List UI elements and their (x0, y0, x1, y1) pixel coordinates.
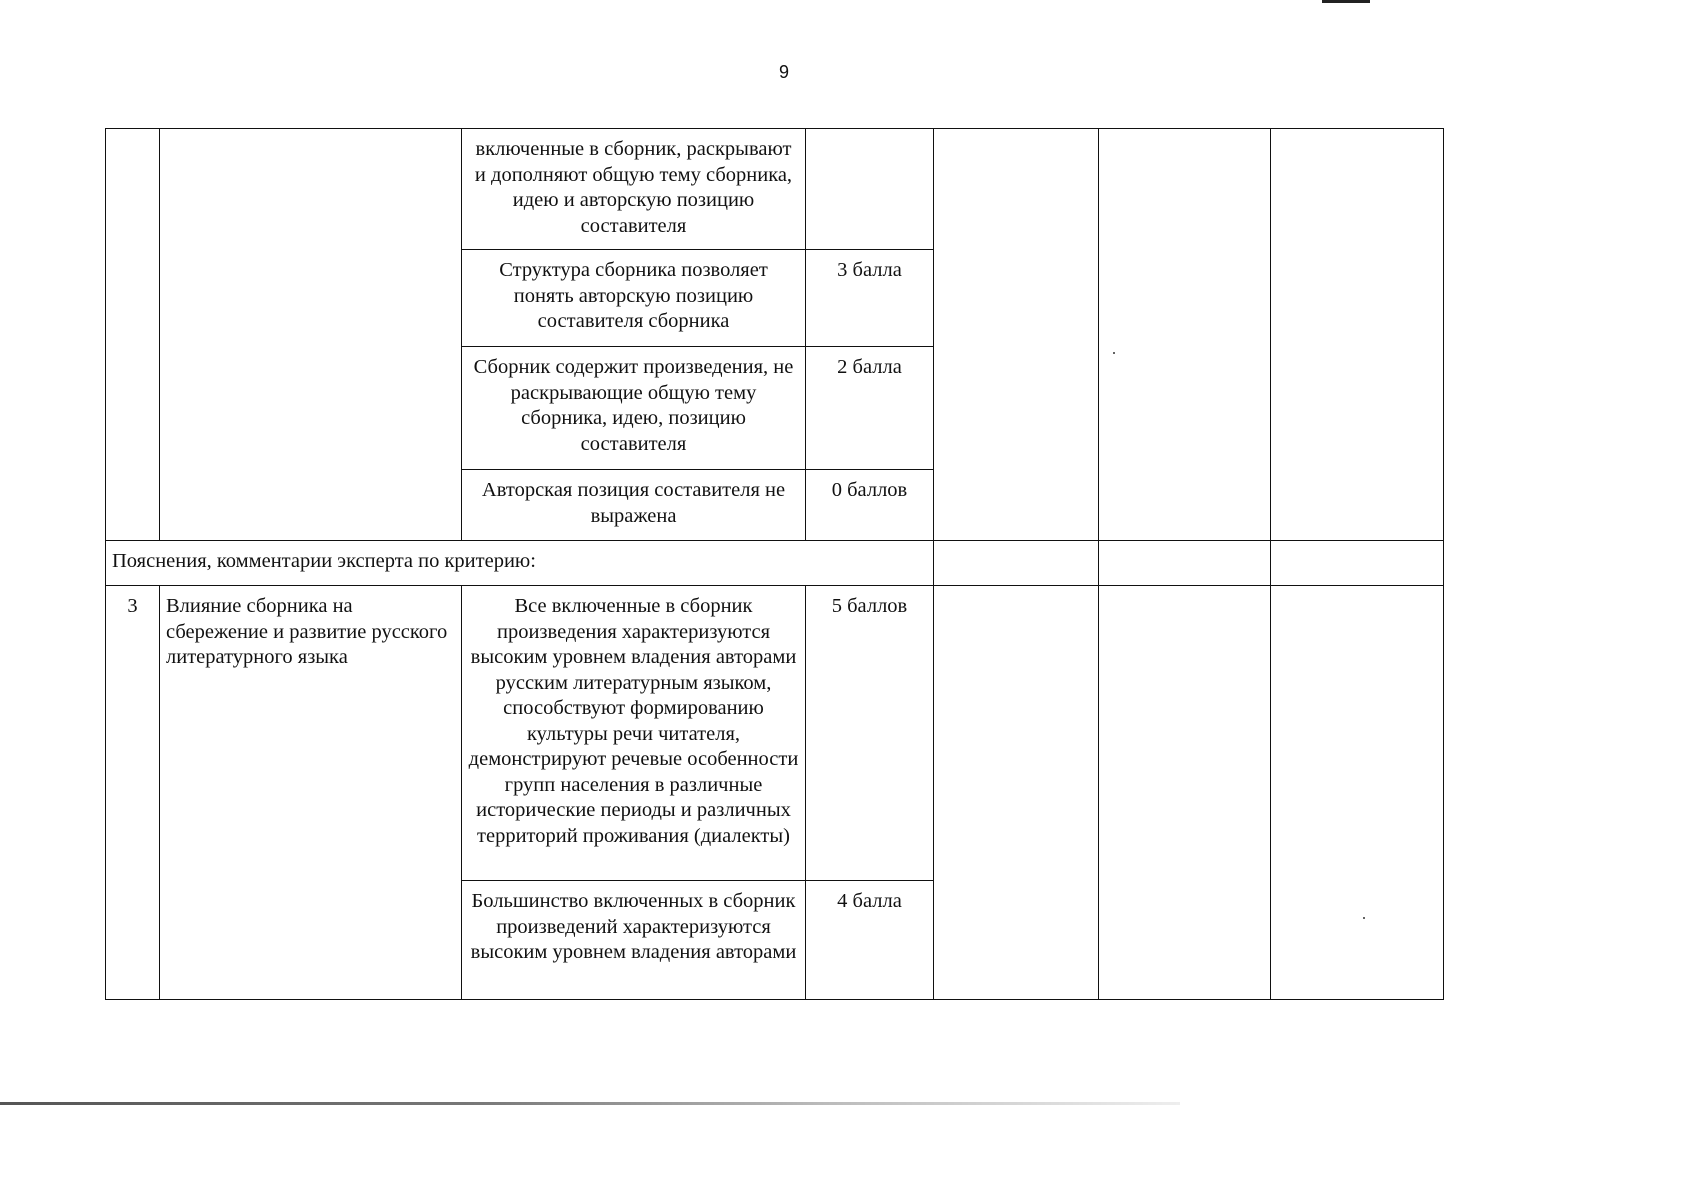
expert-score-cell-2 (1099, 129, 1271, 541)
level-score-cell: 5 баллов (806, 586, 934, 881)
criterion-number-cell: 3 (106, 586, 160, 1000)
criteria-table (105, 128, 1444, 1000)
level-score-cell: 0 баллов (806, 470, 934, 541)
comment-cell-2 (1099, 541, 1271, 586)
level-score-cell: 3 балла (806, 250, 934, 347)
scan-speck (1113, 352, 1115, 354)
page-number: 9 (778, 62, 789, 82)
comment-cell-1 (934, 541, 1099, 586)
criterion-number-cell (106, 129, 160, 541)
scan-artifact-bottom (0, 1102, 1180, 1105)
expert-score-cell-1 (934, 129, 1099, 541)
expert-score-cell-3 (1271, 586, 1444, 1000)
level-description-cell: Сборник содержит произведения, не раскрывающие общую тему сборника, идею, позицию составителя (462, 347, 806, 470)
level-description-cell: включенные в сборник, раскрывают и дополняют общую тему сборника, идею и авторскую позицию составителя (462, 129, 806, 250)
comment-row (106, 541, 1444, 586)
scan-speck (1363, 917, 1365, 919)
scan-artifact-top (1322, 0, 1370, 3)
level-description-cell: Все включенные в сборник произведения характеризуются высоким уровнем владения авторами русским литературным языком, способствуют формированию культуры речи читателя, демонстрируют речевые особенности групп населения в различные исторические периоды и различных территорий проживания (диалекты) (462, 586, 806, 881)
level-score-cell (806, 129, 934, 250)
level-score-cell: 2 балла (806, 347, 934, 470)
expert-score-cell-3 (1271, 129, 1444, 541)
level-score-cell: 4 балла (806, 881, 934, 1000)
table-row (106, 586, 1444, 881)
table-row (106, 129, 1444, 250)
level-description-cell: Структура сборника позволяет понять авторскую позицию составителя сборника (462, 250, 806, 347)
expert-score-cell-2 (1099, 586, 1271, 1000)
criterion-name-cell: Влияние сборника на сбережение и развитие русского литературного языка (160, 586, 462, 1000)
criterion-name-cell (160, 129, 462, 541)
expert-comment-label: Пояснения, комментарии эксперта по критерию: (106, 541, 934, 586)
expert-score-cell-1 (934, 586, 1099, 1000)
level-description-cell: Большинство включенных в сборник произведений характеризуются высоким уровнем владения авторами (462, 881, 806, 1000)
level-description-cell: Авторская позиция составителя не выражена (462, 470, 806, 541)
comment-cell-3 (1271, 541, 1444, 586)
